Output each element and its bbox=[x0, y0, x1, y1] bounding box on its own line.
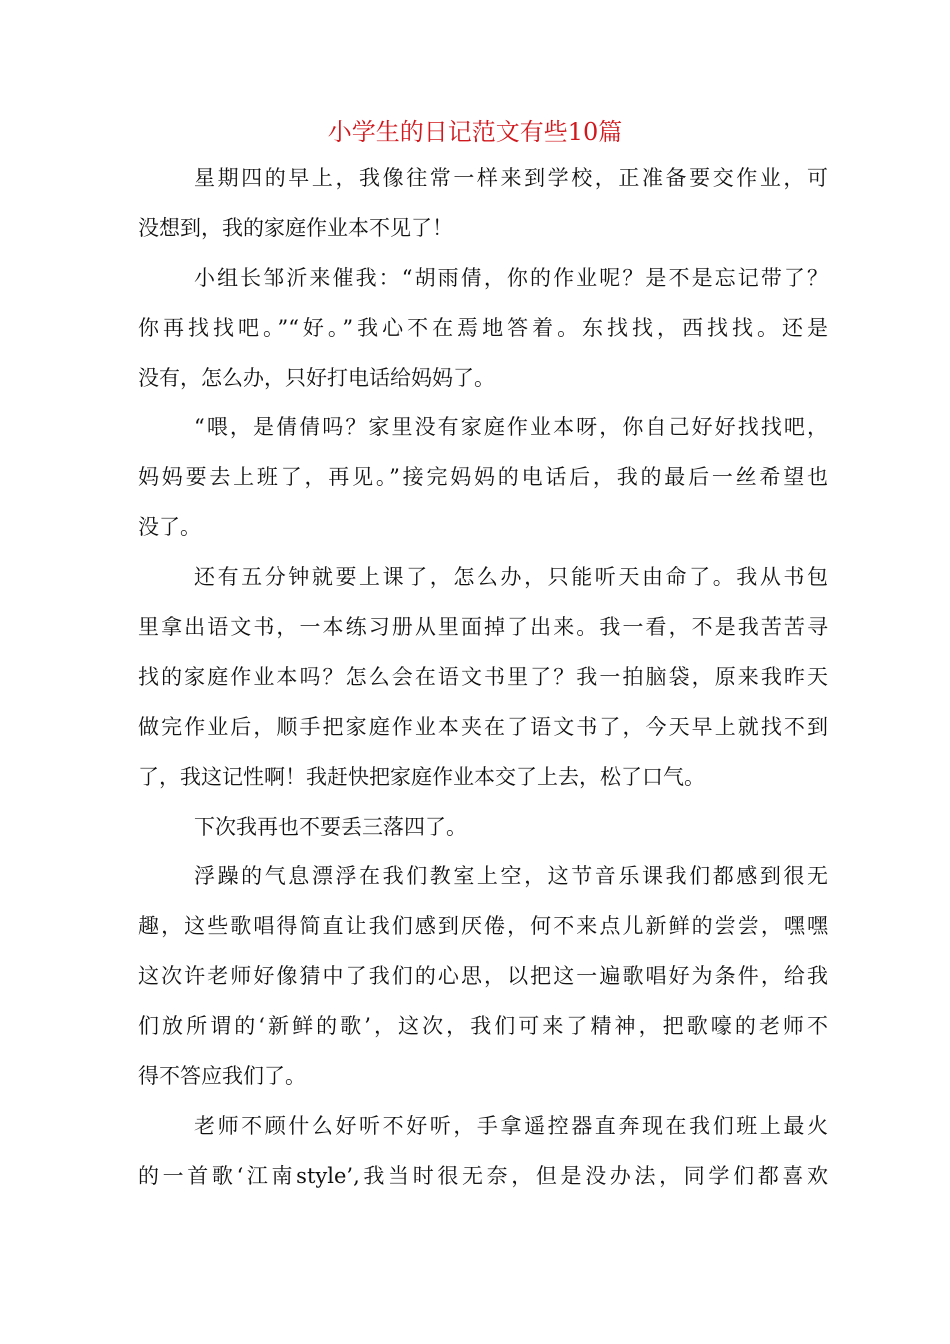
text-line: 星期四的早上，我像往常一样来到学校，正准备要交作业，可 bbox=[194, 166, 828, 190]
text-line: 下次我再也不要丢三落四了。 bbox=[194, 815, 467, 839]
text-line: 这次许老师好像猜中了我们的心思，以把这一遍歌唱好为条件，给我 bbox=[138, 964, 828, 988]
text-line: “喂，是倩倩吗？家里没有家庭作业本呀，你自己好好找找吧， bbox=[194, 415, 828, 439]
text-line: 的一首歌‘江南style’,我当时很无奈，但是没办法，同学们都喜欢 bbox=[138, 1164, 828, 1188]
text-line: 没有，怎么办，只好打电话给妈妈了。 bbox=[138, 366, 495, 390]
text-line: 们放所谓的‘新鲜的歌’，这次，我们可来了精神，把歌嚎的老师不 bbox=[138, 1014, 828, 1038]
text-line: 趣，这些歌唱得简直让我们感到厌倦，何不来点儿新鲜的尝尝，嘿嘿 bbox=[138, 914, 828, 938]
text-line: 你再找找吧。”“好。”我心不在焉地答着。东找找，西找找。还是 bbox=[138, 316, 828, 340]
text-line: 没想到，我的家庭作业本不见了！ bbox=[138, 216, 453, 240]
text-line: 了，我这记性啊！我赶快把家庭作业本交了上去，松了口气。 bbox=[138, 765, 705, 789]
text-line: 得不答应我们了。 bbox=[138, 1064, 306, 1088]
text-line: 还有五分钟就要上课了，怎么办，只能听天由命了。我从书包 bbox=[194, 565, 828, 589]
text-line: 小组长邹沂来催我：“胡雨倩，你的作业呢？是不是忘记带了？ bbox=[194, 266, 828, 290]
text-line: 浮躁的气息漂浮在我们教室上空，这节音乐课我们都感到很无 bbox=[194, 864, 828, 888]
text-line: 做完作业后，顺手把家庭作业本夹在了语文书了，今天早上就找不到 bbox=[138, 715, 828, 739]
text-line: 妈妈要去上班了，再见。”接完妈妈的电话后，我的最后一丝希望也 bbox=[138, 465, 828, 489]
document-title: 小学生的日记范文有些10篇 bbox=[327, 118, 623, 146]
text-line: 没了。 bbox=[138, 515, 201, 539]
text-line: 里拿出语文书，一本练习册从里面掉了出来。我一看，不是我苦苦寻 bbox=[138, 615, 828, 639]
text-line: 老师不顾什么好听不好听，手拿遥控器直奔现在我们班上最火 bbox=[194, 1114, 828, 1138]
text-line: 找的家庭作业本吗？怎么会在语文书里了？我一拍脑袋，原来我昨天 bbox=[138, 665, 828, 689]
